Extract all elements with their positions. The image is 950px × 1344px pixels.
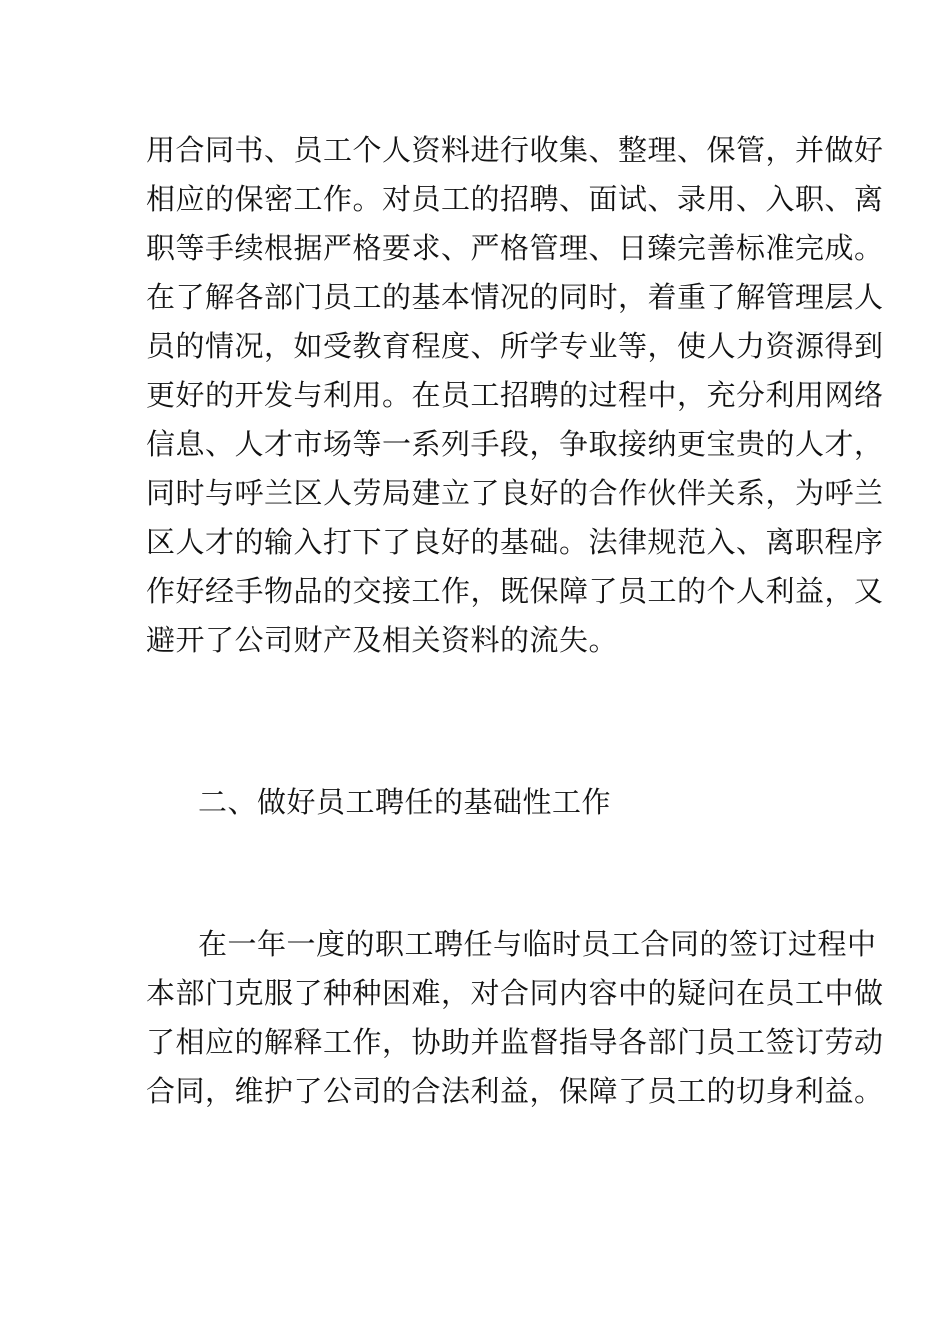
paragraph-line: 职等手续根据严格要求、严格管理、日臻完善标准完成。	[146, 231, 884, 265]
paragraph-line: 合同，维护了公司的合法利益，保障了员工的切身利益。	[146, 1074, 884, 1108]
paragraph-line: 更好的开发与利用。在员工招聘的过程中，充分利用网络	[146, 378, 884, 412]
paragraph-line: 信息、人才市场等一系列手段，争取接纳更宝贵的人才，	[146, 427, 884, 461]
paragraph-line: 用合同书、员工个人资料进行收集、整理、保管，并做好	[146, 133, 884, 167]
section-heading-text: 二、做好员工聘任的基础性工作	[198, 785, 612, 819]
paragraph-line: 员的情况，如受教育程度、所学专业等，使人力资源得到	[146, 329, 884, 363]
paragraph-line: 了相应的解释工作，协助并监督指导各部门员工签订劳动	[146, 1025, 884, 1059]
paragraph-line: 相应的保密工作。对员工的招聘、面试、录用、入职、离	[146, 182, 884, 216]
section-heading	[146, 778, 810, 827]
paragraph-line: 作好经手物品的交接工作，既保障了员工的个人利益，又	[146, 574, 884, 608]
paragraph-contract-signing	[146, 920, 884, 1116]
paragraph-line: 同时与呼兰区人劳局建立了良好的合作伙伴关系，为呼兰	[146, 476, 884, 510]
paragraph-line: 在一年一度的职工聘任与临时员工合同的签订过程中	[198, 927, 877, 961]
paragraph-line: 避开了公司财产及相关资料的流失。	[146, 623, 619, 657]
paragraph-line: 本部门克服了种种困难，对合同内容中的疑问在员工中做	[146, 976, 884, 1010]
paragraph-line: 区人才的输入打下了良好的基础。法律规范入、离职程序	[146, 525, 884, 559]
paragraph-line: 在了解各部门员工的基本情况的同时，着重了解管理层人	[146, 280, 884, 314]
paragraph-recruitment-management	[146, 126, 884, 665]
